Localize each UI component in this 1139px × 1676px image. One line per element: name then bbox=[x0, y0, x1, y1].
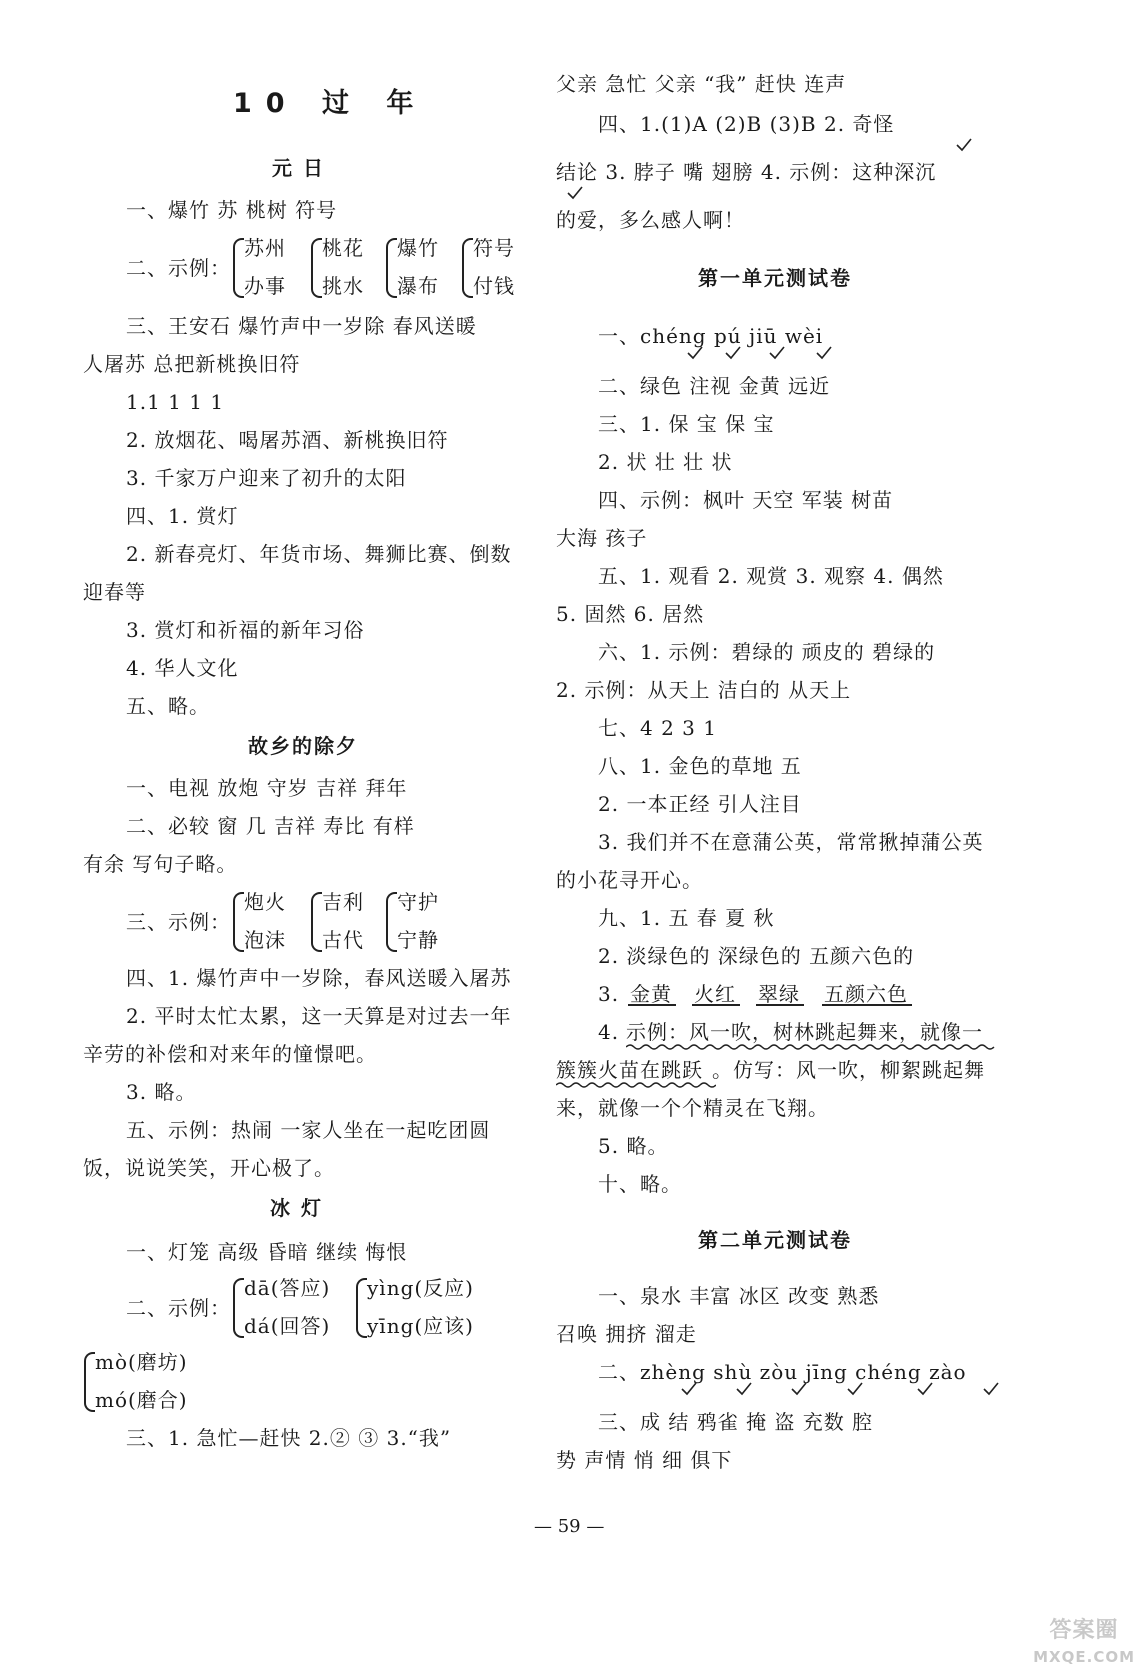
answer-line: 九、1. 五 春 夏 秋 bbox=[598, 906, 775, 930]
answer-line: 2. 一本正经 引人注目 bbox=[598, 792, 802, 816]
underline bbox=[692, 1004, 740, 1006]
answer-line: 三、1. 保 宝 保 宝 bbox=[598, 412, 775, 436]
answer-word: dá(回答) bbox=[244, 1314, 331, 1338]
answer-line: 4. 华人文化 bbox=[126, 656, 239, 680]
answer-word: yìng(反应) bbox=[367, 1276, 474, 1300]
check-mark-icon bbox=[735, 1382, 753, 1396]
brace-icon bbox=[84, 1352, 95, 1412]
answer-word: 桃花 bbox=[322, 236, 364, 260]
answer-word: 挑水 bbox=[322, 274, 364, 298]
brace-icon bbox=[386, 238, 397, 298]
check-mark-icon bbox=[790, 1382, 808, 1396]
answer-line: 3. bbox=[598, 982, 620, 1006]
brace-icon bbox=[233, 238, 244, 298]
answer-line: 父亲 急忙 父亲 “我” 赶快 连声 bbox=[556, 72, 847, 96]
brace-icon bbox=[311, 238, 322, 298]
answer-line: 一、灯笼 高级 昏暗 继续 悔恨 bbox=[126, 1240, 408, 1264]
answer-line: 3. 我们并不在意蒲公英，常常揪掉蒲公英 bbox=[598, 830, 984, 854]
brace-icon bbox=[311, 892, 322, 952]
answer-word: 炮火 bbox=[244, 890, 286, 914]
answer-word: 苏州 bbox=[244, 236, 286, 260]
answer-line: 有余 写句子略。 bbox=[83, 852, 238, 876]
section-heading-unit2: 第二单元测试卷 bbox=[698, 1228, 852, 1252]
check-mark-icon bbox=[680, 1382, 698, 1396]
check-mark-icon bbox=[955, 138, 973, 152]
answer-word: 宁静 bbox=[397, 928, 439, 952]
underlined-word: 五颜六色 bbox=[824, 982, 908, 1006]
answer-line: 二、必较 窗 几 吉祥 寿比 有样 bbox=[126, 814, 415, 838]
check-mark-icon bbox=[846, 1382, 864, 1396]
brace-icon bbox=[233, 1278, 244, 1338]
answer-line: 召唤 拥挤 溜走 bbox=[556, 1322, 697, 1346]
answer-line: 二、绿色 注视 金黄 远近 bbox=[598, 374, 831, 398]
answer-line: 一、泉水 丰富 冰区 改变 熟悉 bbox=[598, 1284, 880, 1308]
answer-word: 办事 bbox=[244, 274, 286, 298]
answer-line: 三、示例： bbox=[126, 910, 231, 934]
answer-line: 一、爆竹 苏 桃树 符号 bbox=[126, 198, 338, 222]
wavy-underlined-text: 簇簇火苗在跳跃 bbox=[556, 1058, 703, 1082]
answer-word: mò(磨坊) bbox=[95, 1350, 188, 1374]
answer-word: 符号 bbox=[473, 236, 515, 260]
answer-line: 势 声情 悄 细 俱下 bbox=[556, 1448, 733, 1472]
answer-line: 四、1.(1)A (2)B (3)B 2. 奇怪 bbox=[598, 112, 895, 136]
answer-line: 饭，说说笑笑，开心极了。 bbox=[83, 1156, 335, 1180]
watermark-text: 答案圈 bbox=[1049, 1618, 1119, 1643]
answer-line: 八、1. 金色的草地 五 bbox=[598, 754, 802, 778]
underline bbox=[822, 1004, 912, 1006]
answer-word: mó(磨合) bbox=[95, 1388, 188, 1412]
answer-line: 四、示例：枫叶 天空 军装 树苗 bbox=[598, 488, 894, 512]
answer-word: dā(答应) bbox=[244, 1276, 331, 1300]
answer-line: 5. 略。 bbox=[598, 1134, 669, 1158]
answer-line: 二、示例： bbox=[126, 1296, 231, 1320]
answer-line: 2. 平时太忙太累，这一天算是对过去一年 bbox=[126, 1004, 512, 1028]
answer-line: 的爱，多么感人啊！ bbox=[556, 208, 745, 232]
answer-line: 迎春等 bbox=[83, 580, 146, 604]
answer-word: 爆竹 bbox=[397, 236, 439, 260]
answer-line: 5. 固然 6. 居然 bbox=[556, 602, 705, 626]
answer-line: 五、1. 观看 2. 观赏 3. 观察 4. 偶然 bbox=[598, 564, 944, 588]
lesson-title: 10 过 年 bbox=[233, 88, 428, 119]
answer-line: 三、成 结 鸦雀 掩 盗 充数 腔 bbox=[598, 1410, 874, 1434]
answer-line: 结论 3. 脖子 嘴 翅膀 4. 示例：这种深沉 bbox=[556, 160, 937, 184]
answer-line: 三、王安石 爆竹声中一岁除 春风送暖 bbox=[126, 314, 477, 338]
section-heading-unit1: 第一单元测试卷 bbox=[698, 266, 852, 290]
answer-line: 1.1 1 1 1 bbox=[126, 390, 225, 414]
answer-word: 守护 bbox=[397, 890, 439, 914]
wavy-underline bbox=[626, 1043, 998, 1051]
answer-line: 二、示例： bbox=[126, 256, 231, 280]
watermark-url: MXQE.COM bbox=[1033, 1648, 1135, 1666]
section-heading-guxiang: 故乡的除夕 bbox=[248, 734, 358, 758]
answer-word: 泡沫 bbox=[244, 928, 286, 952]
check-mark-icon bbox=[724, 346, 742, 360]
answer-word: yīng(应该) bbox=[367, 1314, 474, 1338]
answer-line: 3. 赏灯和祈福的新年习俗 bbox=[126, 618, 365, 642]
answer-line: 十、略。 bbox=[598, 1172, 682, 1196]
answer-line: 的小花寻开心。 bbox=[556, 868, 703, 892]
check-mark-icon bbox=[686, 346, 704, 360]
answer-line: 四、1. 赏灯 bbox=[126, 504, 239, 528]
answer-line: 3. 千家万户迎来了初升的太阳 bbox=[126, 466, 407, 490]
answer-line: 四、1. 爆竹声中一岁除，春风送暖入屠苏 bbox=[126, 966, 512, 990]
answer-line: 人屠苏 总把新桃换旧符 bbox=[83, 352, 301, 376]
watermark-logo bbox=[1033, 1618, 1135, 1670]
answer-line: 2. 示例：从天上 洁白的 从天上 bbox=[556, 678, 852, 702]
answer-line: 2. 新春亮灯、年货市场、舞狮比赛、倒数 bbox=[126, 542, 512, 566]
answer-line: 七、4 2 3 1 bbox=[598, 716, 717, 740]
answer-line: 2. 放烟花、喝屠苏酒、新桃换旧符 bbox=[126, 428, 449, 452]
answer-line: 一、电视 放炮 守岁 吉祥 拜年 bbox=[126, 776, 408, 800]
answer-line: 3. 略。 bbox=[126, 1080, 197, 1104]
section-heading-yuandan: 元 日 bbox=[272, 156, 325, 180]
answer-word: 吉利 bbox=[322, 890, 364, 914]
page-number: — 59 — bbox=[534, 1516, 605, 1537]
check-mark-icon bbox=[768, 346, 786, 360]
wavy-underlined-text: 示例：风一吹，树林跳起舞来，就像一 bbox=[626, 1020, 983, 1044]
wavy-underline bbox=[556, 1081, 716, 1089]
answer-line: 二、zhèng shù zòu jīng chéng zào bbox=[598, 1360, 967, 1384]
brace-icon bbox=[356, 1278, 367, 1338]
underlined-word: 翠绿 bbox=[758, 982, 800, 1006]
section-heading-bingdeng: 冰 灯 bbox=[270, 1196, 323, 1220]
answer-line: 2. 淡绿色的 深绿色的 五颜六色的 bbox=[598, 944, 915, 968]
answer-line: 五、略。 bbox=[126, 694, 210, 718]
underlined-word: 火红 bbox=[694, 982, 736, 1006]
answer-word: 古代 bbox=[322, 928, 364, 952]
brace-icon bbox=[462, 238, 473, 298]
answer-line: 三、1. 急忙—赶快 2.② ③ 3.“我” bbox=[126, 1426, 452, 1450]
answer-line: 2. 状 壮 壮 状 bbox=[598, 450, 733, 474]
check-mark-icon bbox=[982, 1382, 1000, 1396]
check-mark-icon bbox=[566, 186, 584, 200]
answer-line: 辛劳的补偿和对来年的憧憬吧。 bbox=[83, 1042, 377, 1066]
answer-line: 4. bbox=[598, 1020, 620, 1044]
answer-line: 来，就像一个个精灵在飞翔。 bbox=[556, 1096, 829, 1120]
answer-line: 六、1. 示例：碧绿的 顽皮的 碧绿的 bbox=[598, 640, 936, 664]
brace-icon bbox=[233, 892, 244, 952]
underline bbox=[628, 1004, 676, 1006]
underlined-word: 金黄 bbox=[630, 982, 672, 1006]
answer-line: 。仿写：风一吹，柳絮跳起舞 bbox=[712, 1058, 985, 1082]
check-mark-icon bbox=[815, 346, 833, 360]
brace-icon bbox=[386, 892, 397, 952]
answer-word: 付钱 bbox=[473, 274, 515, 298]
underline bbox=[756, 1004, 804, 1006]
check-mark-icon bbox=[916, 1382, 934, 1396]
answer-word: 瀑布 bbox=[397, 274, 439, 298]
answer-line: 五、示例：热闹 一家人坐在一起吃团圆 bbox=[126, 1118, 491, 1142]
answer-line: 大海 孩子 bbox=[556, 526, 648, 550]
answer-line: 一、chéng pú jiū wèi bbox=[598, 324, 824, 348]
